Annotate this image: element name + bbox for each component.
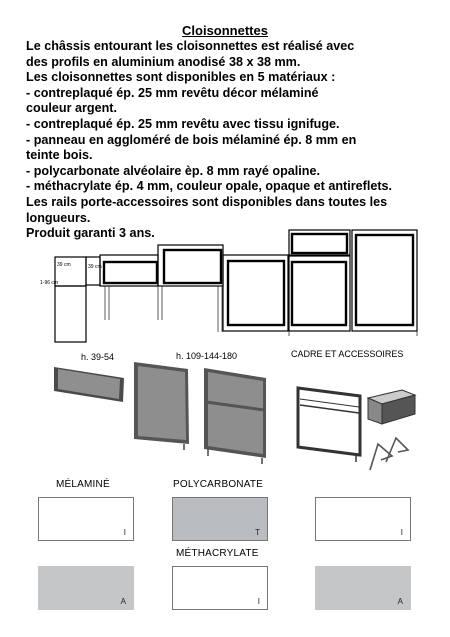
text-line: longueurs. (26, 210, 91, 225)
text-line: - panneau en aggloméré de bois mélaminé ép. 8 mm en (26, 132, 357, 147)
text-line: - contreplaqué ép. 25 mm revêtu avec tissu ignifuge. (26, 116, 340, 131)
bracket-image (370, 438, 408, 470)
product-label-small: h. 39-54 (81, 352, 115, 362)
text-line: Le châssis entourant les cloisonnettes est réalisé avec (26, 39, 355, 53)
text-line: Les rails porte-accessoires sont disponibles dans toutes les (26, 194, 388, 209)
text-line: - polycarbonate alvéolaire èp. 8 mm rayé opaline. (26, 163, 320, 178)
text-line: des profils en aluminium anodisé 38 x 38 mm. (26, 54, 301, 69)
swatch-grey-right (315, 566, 411, 610)
swatch-code: A (120, 597, 126, 606)
product-label-frame: CADRE ET ACCESSOIRES (291, 349, 404, 359)
material-label-melamine: MÉLAMINÉ (56, 479, 110, 490)
dimension-label: 1-96 cm (40, 280, 59, 286)
page-title: Cloisonnettes (182, 23, 268, 38)
accessory-box-image (368, 390, 415, 424)
swatch-melamine (38, 497, 134, 541)
dimension-label: 39 cm (57, 262, 71, 268)
tall-panel-rail-image (204, 368, 266, 464)
swatch-methacrylate (172, 566, 268, 610)
product-label-tall: h. 109-144-180 (176, 351, 238, 361)
swatch-white (315, 497, 411, 541)
small-panel-image (54, 367, 124, 402)
text-line: Les cloisonnettes sont disponibles en 5 matériaux : (26, 70, 336, 85)
text-line: teinte bois. (26, 148, 93, 163)
tall-panel-image (134, 362, 189, 450)
swatch-code: I (400, 528, 403, 537)
swatch-code: A (397, 597, 403, 606)
swatch-polycarbonate (172, 497, 268, 541)
dimension-label: 39 cm (88, 264, 102, 270)
swatch-code: T (255, 528, 260, 537)
text-line: couleur argent. (26, 101, 117, 116)
text-line: - contreplaqué ép. 25 mm revêtu décor mélaminé (26, 85, 319, 100)
swatch-grey-left (38, 566, 134, 610)
text-line: Produit garanti 3 ans. (26, 226, 155, 241)
text-line: - méthacrylate ép. 4 mm, couleur opale, opaque et antireflets. (26, 179, 393, 194)
frame-image (298, 388, 360, 462)
swatch-code: I (257, 597, 260, 606)
material-label-methacrylate: MÉTHACRYLATE (176, 548, 259, 559)
material-label-polycarbonate: POLYCARBONATE (173, 479, 264, 490)
swatch-code: I (123, 528, 126, 537)
